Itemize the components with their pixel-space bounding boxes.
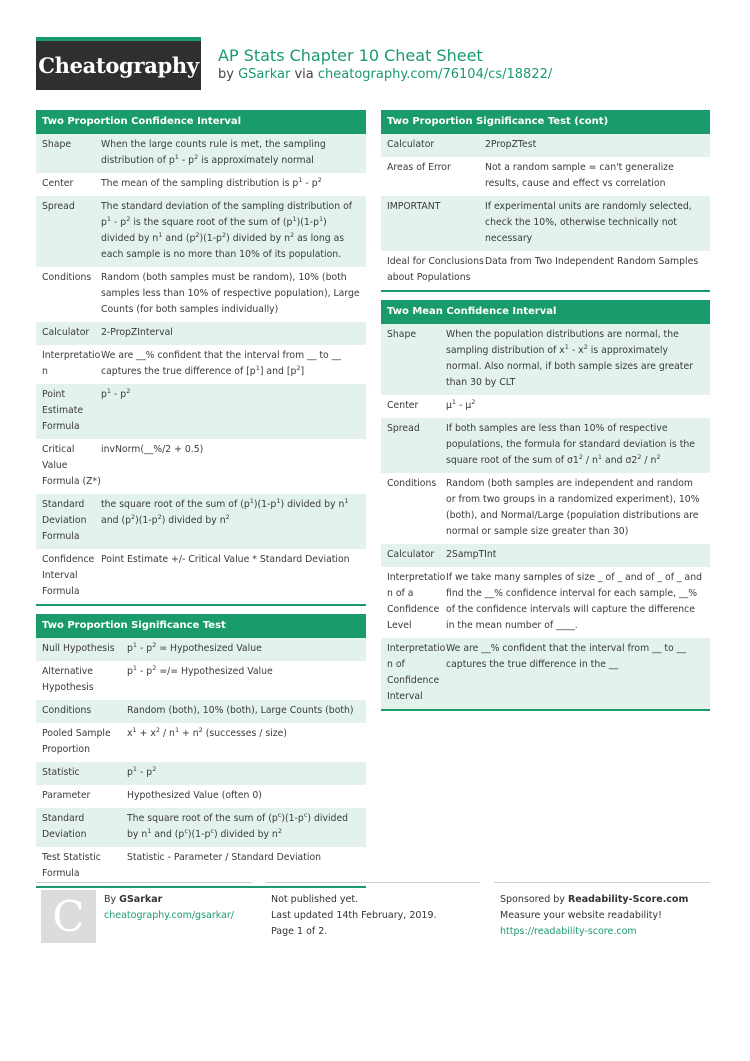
- section-title: Two Proportion Confidence Interval: [36, 110, 366, 134]
- left-column: [36, 110, 366, 896]
- row-key: Center: [387, 400, 419, 411]
- row-key: Confidence Interval Formula: [42, 554, 95, 597]
- row-key: Test Statistic Formula: [42, 852, 101, 879]
- table-row: [36, 762, 366, 785]
- table-row: [36, 723, 366, 762]
- page-number: Page 1 of 2.: [271, 926, 328, 937]
- author-link[interactable]: GSarkar: [238, 67, 291, 82]
- published-status: Not published yet.: [271, 894, 359, 905]
- table-row: [36, 439, 366, 494]
- footer: [36, 882, 710, 962]
- table-row: [36, 847, 366, 886]
- footer-divider: [36, 882, 252, 883]
- footer-sponsor: [500, 892, 688, 940]
- row-value: Random (both samples are independent and random or from two groups in a randomized experiment), 10% (both), and Normal/Large (population distributions are normal or sample size greater than 30): [446, 478, 700, 537]
- footer-author-name: GSarkar: [119, 894, 163, 905]
- row-value: If both samples are less than 10% of respective populations, the formula for standard deviation is the square root of the sum of $\sigma 1^2 / n^1$ and $\sigma 2^2 / n^2$: [446, 423, 695, 466]
- row-key: Critical Value Formula (Z*): [42, 444, 101, 487]
- row-value: the square root of the sum of $(p^1)(1-p^1)$ divided by $n^1$ and $(p^2)(1-p^2)$ divided by $n^2$: [101, 496, 349, 526]
- row-value: Data from Two Independent Random Samples: [485, 256, 699, 267]
- sponsor-name: Readability-Score.com: [567, 894, 689, 905]
- row-key: Spread: [387, 423, 420, 434]
- row-key: Pooled Sample Proportion: [42, 728, 111, 755]
- sponsored-by: Sponsored by: [500, 894, 565, 905]
- row-value: When the population distributions are normal, the sampling distribution of $x^1 - x^2$ is approximately normal. Also normal, if both sample sizes are greater than 30 by CLT: [446, 329, 693, 388]
- avatar[interactable]: C: [41, 890, 96, 943]
- table-row: [36, 173, 366, 196]
- row-key: Calculator: [387, 549, 435, 560]
- section-rows: [36, 638, 366, 886]
- table-row: [36, 549, 366, 604]
- section-rows: [381, 134, 710, 290]
- right-column: [381, 110, 710, 719]
- row-value: If experimental units are randomly selected, check the 10%, otherwise technically not necessary: [485, 201, 692, 244]
- footer-divider: [494, 882, 710, 883]
- row-key: Conditions: [42, 705, 92, 716]
- row-value: The square root of the sum of $(p^c)(1-p^c)$ divided by $n^1$ and $(p^c)(1-p^c)$ divided by $n^2$: [127, 810, 349, 840]
- byline: [218, 67, 552, 82]
- byline-via: via: [294, 67, 314, 82]
- page-title: AP Stats Chapter 10 Cheat Sheet: [218, 46, 483, 65]
- row-value: $p^1 - p^2$ = Hypothesized Value: [127, 640, 262, 654]
- row-value: 2-PropZInterval: [101, 327, 173, 338]
- table-row: [381, 157, 710, 196]
- table-row: [36, 322, 366, 345]
- row-key: Interpretatio n of Confidence Interval: [387, 643, 446, 702]
- footer-author: [104, 892, 234, 924]
- table-row: [381, 395, 710, 418]
- row-value: Hypothesized Value (often 0): [127, 790, 262, 801]
- row-key: IMPORTANT: [387, 201, 441, 212]
- row-value: The standard deviation of the sampling distribution of $p^1 - p^2$ is the square root of the sum of $(p^1)(1-p^1)$ divided by $n^1$ and $(p^2)(1-p^2)$ divided by $n^2$ as long as each sample is no more than 10% of its population.: [101, 201, 353, 260]
- table-row: [381, 251, 710, 290]
- section-title: Two Proportion Significance Test: [36, 614, 366, 638]
- row-value: If we take many samples of size _ of _ and of _ of _ and find the __% confidence interval for each sample, __% of the confidence intervals will capture the difference in the mean number of ____.: [446, 572, 703, 631]
- table-row: [36, 384, 366, 439]
- table-row: [36, 267, 366, 322]
- row-value: $p^1 - p^2$: [127, 764, 157, 778]
- table-row: [381, 196, 710, 251]
- table-row: [36, 700, 366, 723]
- table-row: [36, 785, 366, 808]
- table-row: [381, 134, 710, 157]
- footer-author-link[interactable]: cheatography.com/gsarkar/: [104, 910, 235, 921]
- row-key: Calculator: [387, 139, 435, 150]
- row-key: Shape: [387, 329, 417, 340]
- row-key: Interpretatio n of a Confidence Level: [387, 572, 446, 631]
- row-key: Shape: [42, 139, 72, 150]
- row-value: $\mu^1 - \mu^2$: [446, 397, 476, 411]
- row-value: Random (both), 10% (both), Large Counts (both): [127, 705, 354, 716]
- row-key: Point Estimate Formula: [42, 389, 84, 432]
- row-value: The mean of the sampling distribution is $p^1 - p^2$: [101, 175, 322, 189]
- row-key: Standard Deviation: [42, 813, 87, 840]
- row-value: Not a random sample = can't generalize results, cause and effect vs correlation: [485, 162, 674, 189]
- section: [36, 110, 366, 606]
- footer-divider: [266, 882, 480, 883]
- section-rows: [381, 324, 710, 709]
- row-key: Conditions: [42, 272, 92, 283]
- table-row: [381, 418, 710, 473]
- table-row: [36, 134, 366, 173]
- table-row: [36, 494, 366, 549]
- table-row: [36, 345, 366, 384]
- row-key: Calculator: [42, 327, 90, 338]
- row-value: When the large counts rule is met, the sampling distribution of $p^1 - p^2$ is approximately normal: [101, 139, 326, 166]
- last-updated: Last updated 14th February, 2019.: [271, 910, 437, 921]
- byline-by: by: [218, 67, 234, 82]
- row-key: Null Hypothesis: [42, 643, 115, 654]
- sponsor-tagline: Measure your website readability!: [500, 910, 662, 921]
- table-row: [36, 638, 366, 661]
- footer-meta: [271, 892, 437, 940]
- row-value: 2SampTInt: [446, 549, 497, 560]
- section-title: Two Mean Confidence Interval: [381, 300, 710, 324]
- table-row: [36, 196, 366, 267]
- row-value: We are __% confident that the interval from __ to __ captures the true difference in the __: [446, 643, 686, 670]
- section: [36, 614, 366, 888]
- row-key: Alternative Hypothesis: [42, 666, 94, 693]
- row-key: Center: [42, 178, 74, 189]
- table-row: [381, 638, 710, 709]
- section: [381, 110, 710, 292]
- table-row: [381, 324, 710, 395]
- row-key: Areas of Error: [387, 162, 451, 173]
- row-value: $p^1 - p^2$: [101, 386, 131, 400]
- row-key: Conditions: [387, 478, 437, 489]
- row-key: Statistic: [42, 767, 80, 778]
- row-key: Interpretatio n: [42, 350, 101, 377]
- row-value: invNorm(__%/2 + 0.5): [101, 444, 204, 455]
- section-rows: [36, 134, 366, 604]
- row-key: Parameter: [42, 790, 91, 801]
- row-value: We are __% confident that the interval from __ to __ captures the true difference of $[p^1]$ and $[p^2]$: [101, 350, 341, 377]
- row-key: Ideal for Conclusions about Populations: [387, 256, 484, 283]
- table-row: [381, 567, 710, 638]
- table-row: [381, 473, 710, 544]
- table-row: [381, 544, 710, 567]
- section-title: Two Proportion Significance Test (cont): [381, 110, 710, 134]
- section: [381, 300, 710, 711]
- row-value: 2PropZTest: [485, 139, 537, 150]
- cheatography-logo[interactable]: Cheatography: [36, 37, 201, 90]
- row-value: Statistic - Parameter / Standard Deviation: [127, 852, 322, 863]
- sheet-url-link[interactable]: cheatography.com/76104/cs/18822/: [317, 67, 553, 82]
- row-value: $p^1 - p^2$ =/= Hypothesized Value: [127, 663, 273, 677]
- footer-by: By: [104, 894, 117, 905]
- row-value: Random (both samples must be random), 10% (both samples less than 10% of respective population), Large Counts (for both samples individually): [101, 272, 360, 315]
- row-value: $x^1 + x^2 / n^1 + n^2$ (successes / size): [127, 725, 288, 739]
- row-key: Spread: [42, 201, 75, 212]
- table-row: [36, 661, 366, 700]
- row-key: Standard Deviation Formula: [42, 499, 87, 542]
- table-row: [36, 808, 366, 847]
- sponsor-link[interactable]: https://readability-score.com: [500, 926, 637, 937]
- row-value: Point Estimate +/- Critical Value * Standard Deviation: [101, 554, 350, 565]
